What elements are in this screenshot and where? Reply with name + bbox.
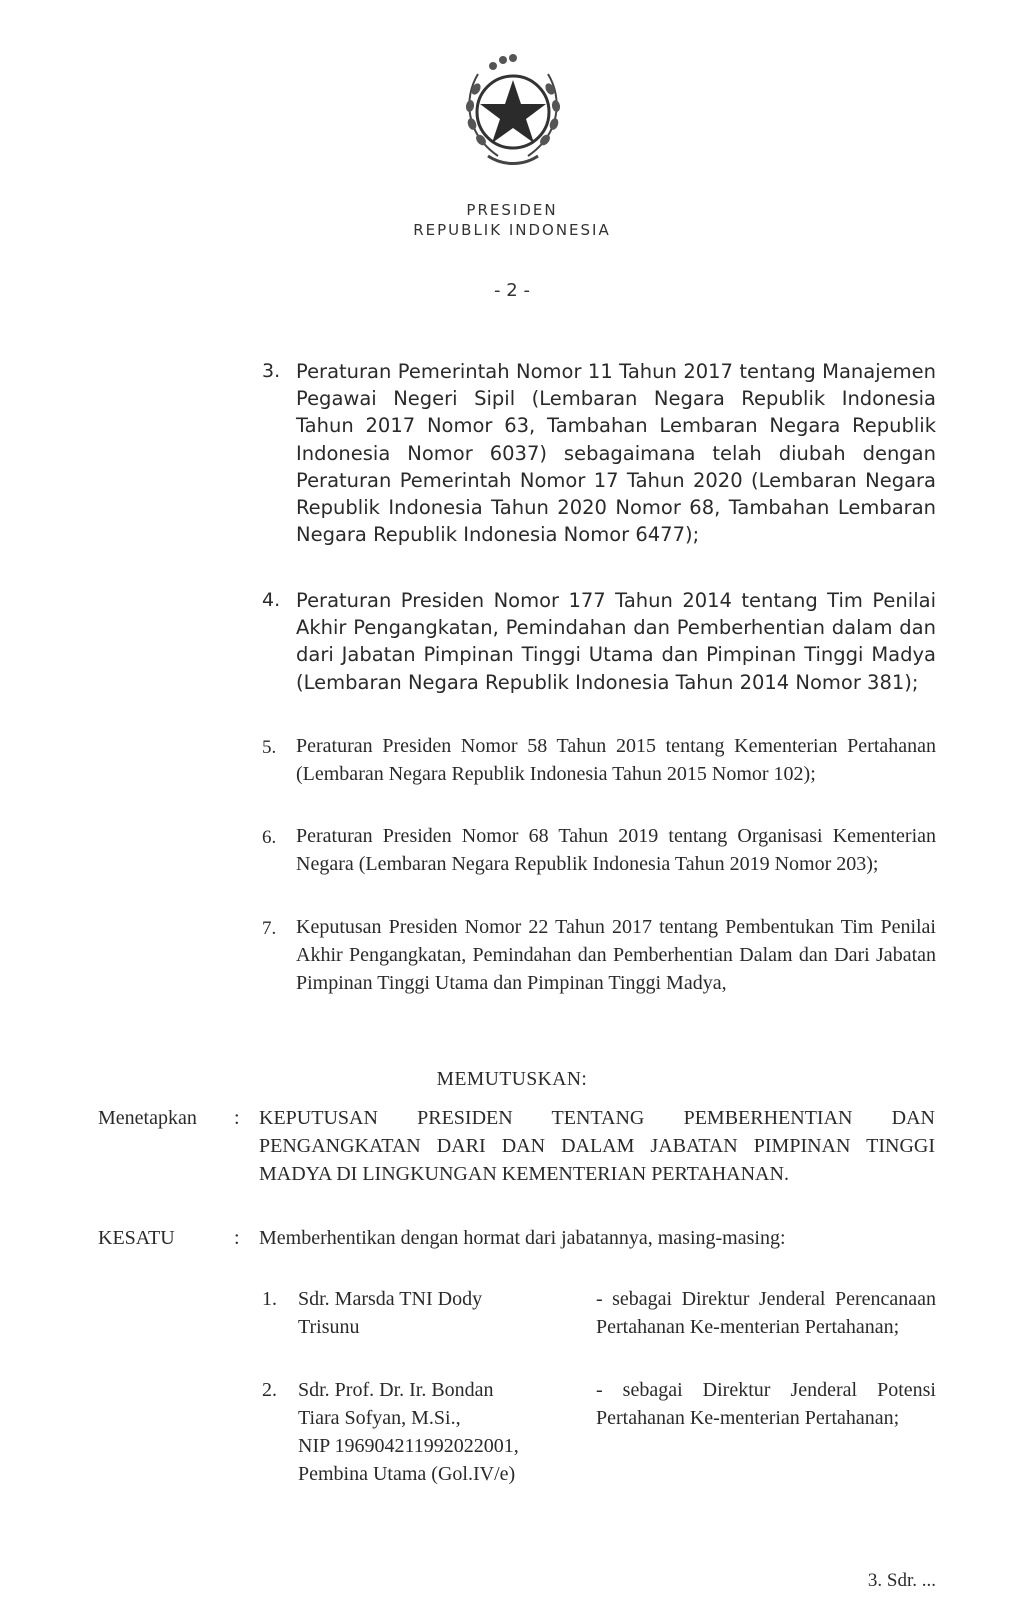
item-number: 6.	[262, 827, 277, 848]
person-name-line: Trisunu	[298, 1316, 360, 1338]
menetapkan-colon: :	[234, 1107, 240, 1129]
header-presiden: PRESIDEN	[466, 201, 558, 219]
consideration-item: Peraturan Presiden Nomor 58 Tahun 2015 tentang Kementerian Pertahanan (Lembaran Negara Republik Indonesia Tahun 2015 Nomor 102);	[296, 735, 936, 785]
continuation-marker: 3. Sdr. ...	[867, 1570, 936, 1591]
page-number: - 2 -	[494, 280, 530, 301]
item-number: 5.	[262, 737, 277, 758]
person-role: - sebagai Direktur Jenderal Potensi Pertahanan Ke-menterian Pertahanan;	[596, 1379, 936, 1429]
person-number: 1.	[262, 1288, 277, 1310]
person-name-line: NIP 196904211992022001,	[298, 1435, 519, 1457]
person-name-line: Sdr. Marsda TNI Dody	[298, 1288, 483, 1310]
menetapkan-label: Menetapkan	[98, 1107, 197, 1129]
person-name-line: Tiara Sofyan, M.Si.,	[298, 1407, 461, 1429]
kesatu-label: KESATU	[98, 1227, 175, 1249]
person-name-line: Sdr. Prof. Dr. Ir. Bondan	[298, 1379, 494, 1401]
consideration-item: Keputusan Presiden Nomor 22 Tahun 2017 tentang Pembentukan Tim Penilai Akhir Pengangkatan, Pemindahan dan Pemberhentian Dalam dan Dari Jabatan Pimpinan Tinggi Utama dan Pimpinan Tinggi Madya,	[296, 916, 936, 994]
item-number: 4.	[262, 589, 281, 611]
consideration-item: Peraturan Presiden Nomor 177 Tahun 2014 tentang Tim Penilai Akhir Pengangkatan, Pemindahan dan Pemberhentian dalam dan dari Jabatan Pimpinan Tinggi Utama dan Pimpinan Tinggi Madya (Lembaran Negara Republik Indonesia Tahun 2014 Nomor 381);	[296, 589, 936, 694]
item-number: 7.	[262, 918, 277, 939]
kesatu-colon: :	[234, 1227, 240, 1249]
kesatu-text: Memberhentikan dengan hormat dari jabatannya, masing-masing:	[259, 1227, 786, 1249]
consideration-item: Peraturan Pemerintah Nomor 11 Tahun 2017 tentang Manajemen Pegawai Negeri Sipil (Lembaran Negara Republik Indonesia Tahun 2017 Nomor 63, Tambahan Lembaran Negara Republik Indonesia Nomor 6037) sebagaimana telah diubah dengan Peraturan Pemerintah Nomor 17 Tahun 2020 (Lembaran Negara Republik Indonesia Tahun 2020 Nomor 68, Tambahan Lembaran Negara Republik Indonesia Nomor 6477);	[296, 360, 936, 547]
person-number: 2.	[262, 1379, 277, 1401]
menetapkan-text: KEPUTUSAN PRESIDEN TENTANG PEMBERHENTIAN DAN PENGANGKATAN DARI DAN DALAM JABATAN PIMPINAN TINGGI MADYA DI LINGKUNGAN KEMENTERIAN PERTAHANAN.	[259, 1107, 935, 1185]
presidential-seal-icon	[448, 44, 578, 174]
person-role: - sebagai Direktur Jenderal Perencanaan Pertahanan Ke-menterian Pertahanan;	[596, 1288, 936, 1338]
memutuskan-heading: MEMUTUSKAN:	[436, 1069, 588, 1090]
person-name-line: Pembina Utama (Gol.IV/e)	[298, 1463, 516, 1485]
header-republik-indonesia: REPUBLIK INDONESIA	[413, 221, 611, 239]
item-number: 3.	[262, 360, 281, 382]
consideration-item: Peraturan Presiden Nomor 68 Tahun 2019 tentang Organisasi Kementerian Negara (Lembaran Negara Republik Indonesia Tahun 2019 Nomor 203);	[296, 825, 936, 875]
